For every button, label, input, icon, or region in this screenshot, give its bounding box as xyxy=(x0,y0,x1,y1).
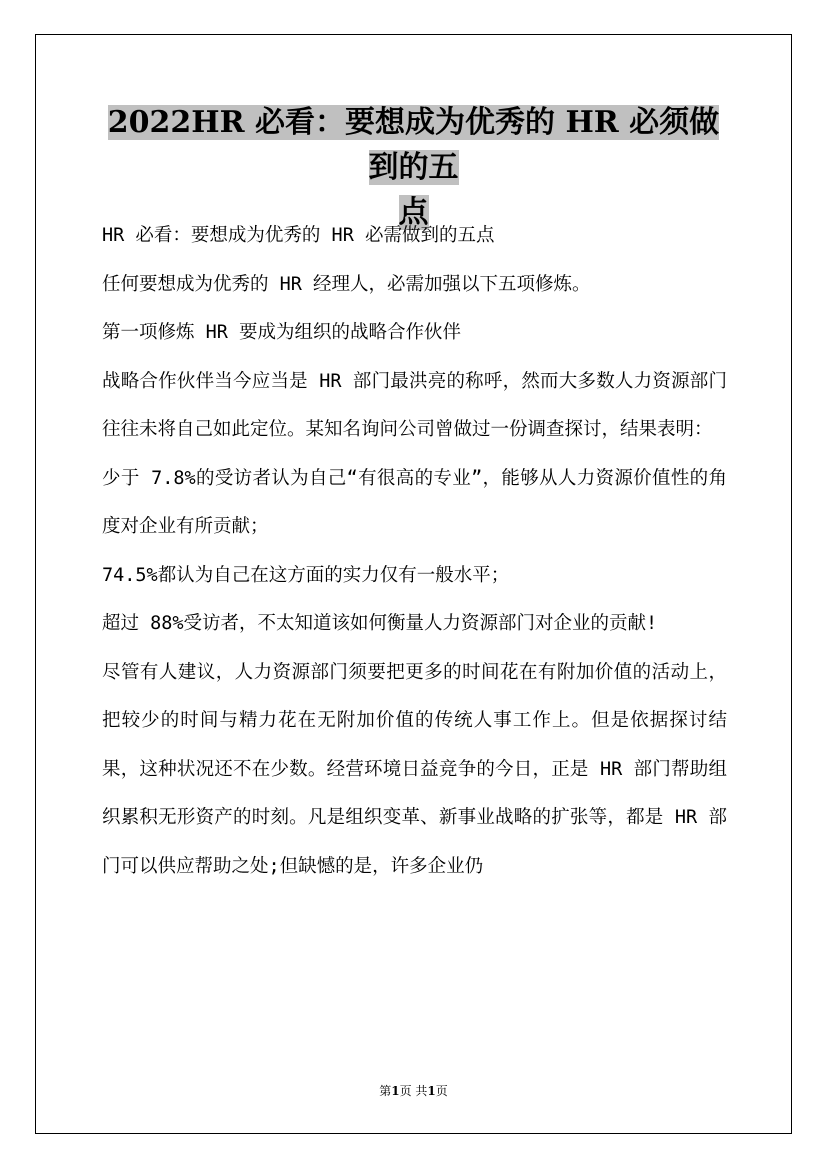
paragraph: 74.5%都认为自己在这方面的实力仅有一般水平； xyxy=(102,564,510,586)
paragraph: 尽管有人建议，人力资源部门须要把更多的时间花在有附加价值的活动上，把较少的时间与精力花在无附加价值的传统人事工作上。但是依据探讨结果，这种状况还不在少数。经营环境日益竞争的今日，正是 HR 部门帮助组织累积无形资产的时刻。凡是组织变革、新事业战略的扩张等，都是 HR 部门可以供应帮助之处;但缺憾的是，许多企业仍 xyxy=(102,661,727,877)
document-body xyxy=(102,212,727,891)
title-line-2: 点 xyxy=(398,195,429,230)
paragraph: 任何要想成为优秀的 HR 经理人，必需加强以下五项修炼。 xyxy=(102,273,591,295)
title-line-1: 2022HR 必看：要想成为优秀的 HR 必须做到的五 xyxy=(107,105,720,185)
footer-mid: 页 共 xyxy=(399,1084,428,1098)
paragraph: 战略合作伙伴当今应当是 HR 部门最洪亮的称呼，然而大多数人力资源部门往往未将自己如此定位。某知名询问公司曾做过一份调查探讨，结果表明： xyxy=(102,370,727,440)
page-footer xyxy=(0,1082,827,1099)
footer-prefix: 第 xyxy=(379,1084,392,1098)
footer-page-number: 1 xyxy=(391,1084,400,1098)
paragraph: 超过 88%受访者，不太知道该如何衡量人力资源部门对企业的贡献! xyxy=(102,613,658,634)
paragraph-subtitle: HR 必看：要想成为优秀的 HR 必需做到的五点 xyxy=(102,225,495,246)
paragraph: 少于 7.8%的受访者认为自己“有很高的专业”，能够从人力资源价值性的角度对企业有所贡献； xyxy=(102,467,727,537)
footer-suffix: 页 xyxy=(435,1084,448,1098)
paragraph-section-heading: 第一项修炼 HR 要成为组织的战略合作伙伴 xyxy=(102,322,462,343)
footer-total-pages: 1 xyxy=(427,1084,436,1098)
